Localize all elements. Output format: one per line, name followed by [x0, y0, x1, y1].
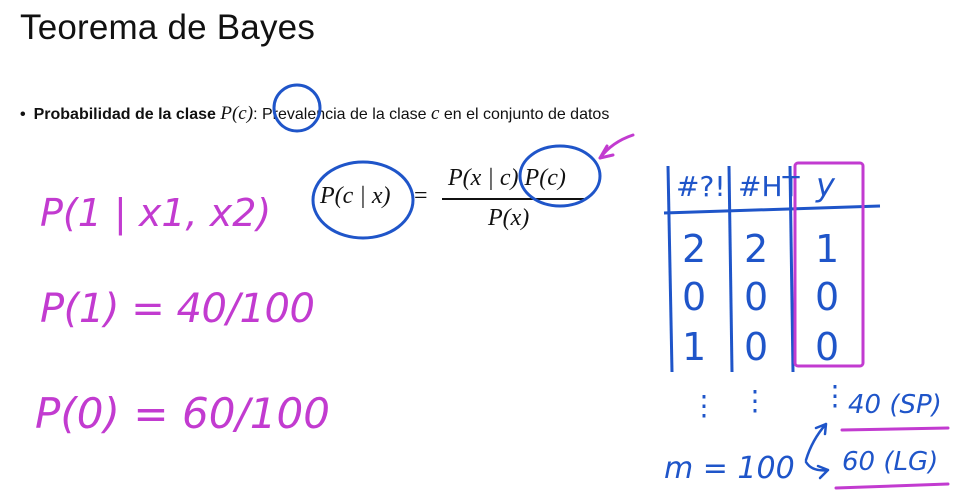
circle-pc-formula	[520, 146, 600, 206]
circle-pc-bullet	[274, 85, 320, 131]
table-cell-r1c1: 2	[682, 227, 707, 271]
table-header-2: #HT	[738, 170, 800, 203]
page-title: Teorema de Bayes	[20, 8, 316, 47]
ellipsis-col-3: ⋮	[821, 379, 849, 412]
table-cell-r3c2: 0	[744, 325, 769, 369]
bullet-symbol: P(c)	[220, 103, 254, 124]
formula-lhs: P(c | x)	[320, 183, 391, 209]
table-cell-r2c2: 0	[744, 275, 769, 319]
bullet-label: Probabilidad de la clase	[33, 106, 216, 123]
formula-numerator: P(x | c) P(c)	[448, 165, 566, 191]
bullet-description-var: c	[430, 103, 440, 124]
table-cell-r1c2: 2	[744, 227, 769, 271]
ellipsis-col-2: ⋮	[741, 384, 769, 417]
split-label-lg: 60 (LG)	[842, 447, 939, 477]
bullet-marker: •	[20, 106, 26, 123]
table-cell-r2c3: 0	[815, 275, 840, 319]
bullet-description-post: en el conjunto de datos	[443, 106, 610, 123]
handwritten-p1-given: P(1 | x1, x2)	[40, 191, 272, 235]
formula-equals: =	[414, 183, 428, 209]
circle-formula-lhs	[313, 162, 413, 238]
split-arrow	[806, 424, 828, 478]
sample-count: m = 100	[664, 451, 795, 486]
table-cell-r3c3: 0	[815, 325, 840, 369]
formula-denominator: P(x)	[488, 205, 530, 231]
bullet-description-pre: Prevalencia de la clase	[261, 106, 427, 123]
handwritten-p0: P(0) = 60/100	[35, 389, 330, 438]
handwritten-p1: P(1) = 40/100	[40, 286, 315, 332]
split-label-sp: 40 (SP)	[848, 390, 942, 420]
pc-highlight-arrow	[600, 135, 633, 158]
underline-lg	[836, 484, 948, 488]
ellipsis-col-1: ⋮	[690, 389, 718, 422]
table-header-1: #?!	[676, 170, 726, 203]
underline-sp	[842, 428, 948, 430]
table-cell-r2c1: 0	[682, 275, 707, 319]
table-header-3: y	[816, 166, 835, 204]
table-cell-r3c1: 1	[682, 325, 707, 369]
table-cell-r1c3: 1	[815, 227, 840, 271]
table-col-line-2	[729, 166, 732, 372]
table-header-rule	[664, 206, 880, 213]
table-col-line-1	[668, 166, 672, 372]
bullet-separator: :	[253, 106, 258, 123]
